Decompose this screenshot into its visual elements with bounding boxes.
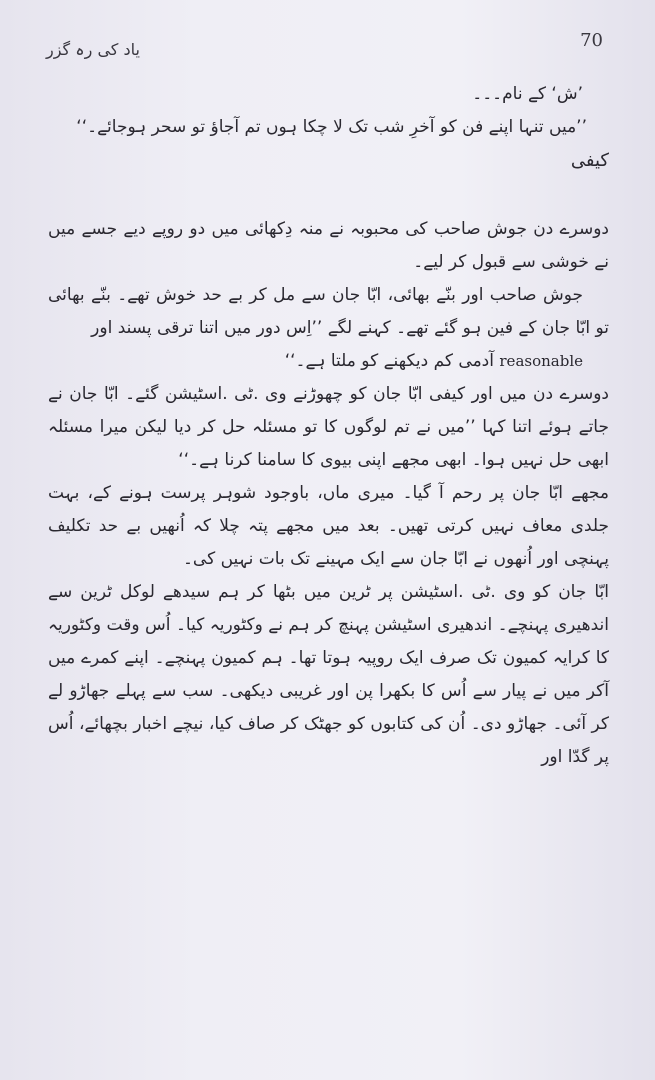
paragraph-continuation: آدمی کم دیکھنے کو ملتا ہے۔‘‘ (284, 351, 494, 371)
paragraph: دوسرے دن میں اور کیفی ابّا جان کو چھوڑنے وی .ٹی .اسٹیشن گئے۔ ابّا جان نے جاتے ہوئے اتنا کہا ’’میں نے تم لوگوں کا تو مسئلہ حل کر دیا لیکن میرا مسئلہ ابھی حل نہیں ہوا۔ ابھی مجھے اپنی بیوی کا سامنا کرنا ہے۔‘‘ (48, 384, 609, 470)
paragraph: ابّا جان کو وی .ٹی .اسٹیشن پر ٹرین میں بٹھا کر ہم سیدھے لوکل ٹرین سے اندھیری پہنچے۔ اندھیری اسٹیشن پہنچ کر ہم نے وکٹوریہ کیا۔ اُس وقت وکٹوریہ کا کرایہ کمیون تک صرف ایک روپیہ ہوتا تھا۔ ہم کمیون پہنچے۔ اپنے کمرے میں آکر میں نے پیار سے اُس کا بکھرا پن اور غریبی دیکھی۔ سب سے پہلے جھاڑو لے کر آئی۔ جھاڑو دی۔ اُن کی کتابوں کو جھٹک کر صاف کیا، نیچے اخبار بچھائے، اُس پر گدّا اور (48, 582, 609, 767)
page-body (48, 78, 609, 774)
inline-english-word: reasonable (499, 352, 583, 370)
verse-quote: ’’میں تنہا اپنے فن کو آخرِ شب تک لا چکا ہوں تم آجاؤ تو سحر ہوجائے۔‘‘ (76, 117, 587, 137)
paragraph: دوسرے دن جوش صاحب کی محبوبہ نے منہ دِکھائی میں دو روپے دیے جسے میں نے خوشی سے قبول کر لیے۔ (48, 219, 609, 272)
paragraph (48, 345, 609, 378)
dedication-line: ’ش‘ کے نام۔۔۔ (472, 84, 583, 104)
poet-signature: کیفی (570, 150, 609, 171)
paragraph: مجھے ابّا جان پر رحم آ گیا۔ میری ماں، باوجود شوہر پرست ہونے کے، بہت جلدی معاف نہیں کرتی تھیں۔ بعد میں مجھے پتہ چلا کہ اُنھیں بے حد تکلیف پہنچی اور اُنھوں نے ابّا جان سے ایک مہینے تک بات نہیں کی۔ (48, 483, 609, 569)
page-number: 70 (580, 30, 603, 51)
running-header-title: یاد کی رہ گزر (46, 40, 140, 59)
paragraph: جوش صاحب اور بنّے بھائی، ابّا جان سے مل کر بے حد خوش تھے۔ بنّے بھائی تو ابّا جان کے فین ہو گئے تھے۔ کہنے لگے ’’اِس دور میں اتنا ترقی پسند اور (48, 285, 609, 338)
